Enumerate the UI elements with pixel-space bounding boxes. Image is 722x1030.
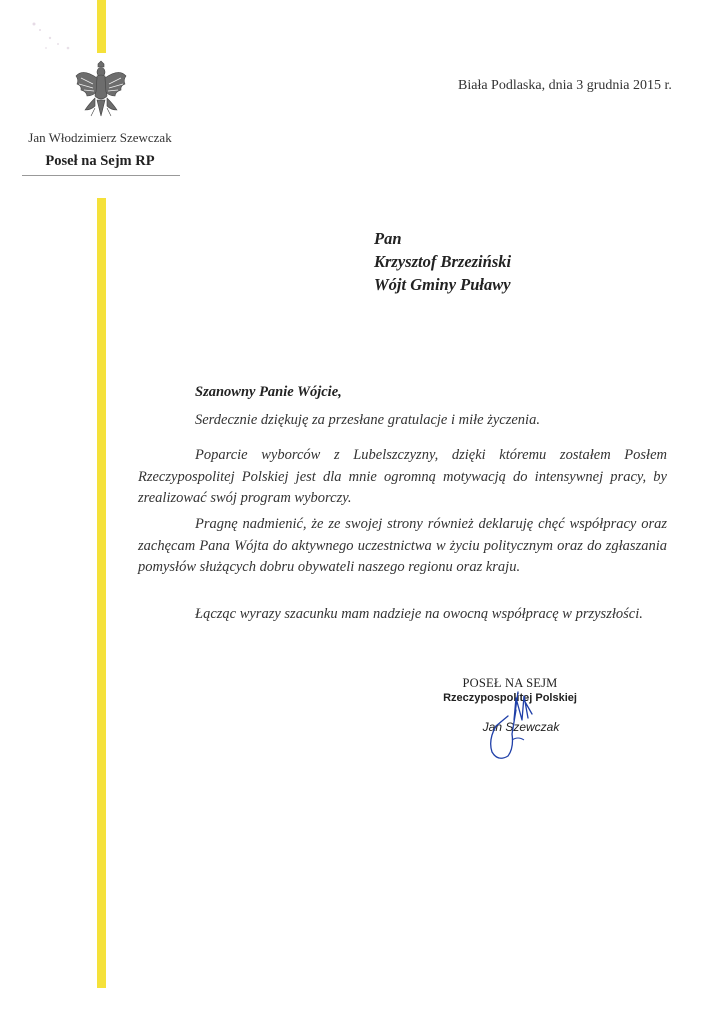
stamp-subtitle: Rzeczypospolitej Polskiej (443, 692, 577, 704)
yellow-accent-bar-top (97, 0, 106, 53)
stamp-title: POSEŁ NA SEJM (462, 676, 558, 690)
author-name: Jan Włodzimierz Szewczak (28, 130, 172, 145)
author-title: Poseł na Sejm RP (45, 153, 155, 169)
paragraph-text: Poparcie wyborców z Lubelszczyzny, dzięki któremu zostałem Posłem Rzeczypospolitej Polskiej jest dla mnie ogromną motywacją do intensywnej pracy, by zrealizować swój program wyborczy. (138, 447, 667, 506)
recipient-position: Wójt Gminy Puławy (374, 275, 511, 294)
scan-smudge (28, 18, 78, 58)
letter-paragraph (138, 604, 667, 626)
polish-eagle-emblem-icon (73, 60, 129, 122)
paragraph-text: Serdecznie dziękuję za przesłane gratulacje i miłe życzenia. (195, 412, 540, 428)
letter-salutation: Szanowny Panie Wójcie, (195, 384, 342, 400)
letter-paragraph (138, 445, 667, 510)
recipient-address (374, 227, 511, 296)
stamp-name: Jan Szewczak (482, 720, 560, 734)
yellow-accent-bar (97, 198, 106, 988)
paragraph-text: Łącząc wyrazy szacunku mam nadzieje na owocną współpracę w przyszłości. (195, 606, 643, 622)
handwritten-signature-icon (478, 690, 548, 765)
letter-paragraph (138, 410, 667, 432)
recipient-salutation-line: Pan (374, 229, 402, 248)
recipient-name: Krzysztof Brzeziński (374, 252, 512, 271)
place-and-date: Biała Podlaska, dnia 3 grudnia 2015 r. (458, 78, 672, 93)
header-divider (22, 175, 180, 176)
letter-paragraph (138, 514, 667, 579)
paragraph-text: Pragnę nadmienić, że ze swojej strony również deklaruję chęć współpracy oraz zachęcam Pana Wójta do aktywnego uczestnictwa w życiu politycznym oraz do zgłaszania pomysłów służących dobru obywateli naszego regionu oraz kraju. (138, 516, 667, 575)
